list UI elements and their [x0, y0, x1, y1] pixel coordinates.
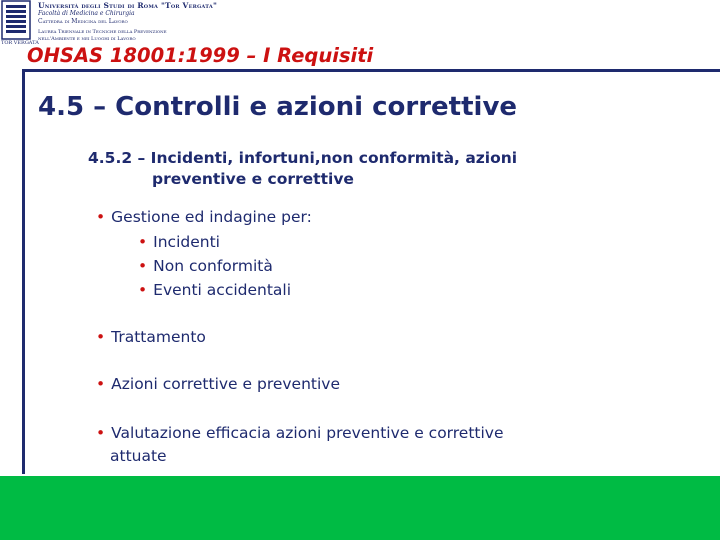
bullet-item: • Valutazione efficacia azioni preventive e correttive	[96, 424, 504, 442]
footer-band	[0, 476, 720, 540]
slide-subtitle: 4.5.2 – Incidenti, infortuni,non conformità, azioni preventive e correttive	[88, 149, 518, 188]
bullet-marker: •	[96, 424, 106, 442]
slide-title: 4.5 – Controlli e azioni correttive	[38, 92, 518, 122]
bullet-marker: •	[138, 257, 148, 275]
faculty-name: Facoltà di Medicina e Chirurgia	[38, 10, 135, 17]
sub-bullet-item: • Non conformità	[138, 257, 273, 275]
chair-name: Cattedra di Medicina del Lavoro	[38, 18, 128, 25]
header-title: OHSAS 18001:1999 – I Requisiti	[27, 44, 374, 67]
sub-bullet-item: • Eventi accidentali	[138, 281, 292, 299]
degree-name: Laurea Triennale in Tecniche della Prevenzione nell'Ambiente e nei Luoghi di Lavoro	[38, 29, 167, 42]
bullet-marker: •	[96, 375, 106, 393]
bullet-item: • Azioni correttive e preventive	[96, 375, 341, 393]
bullet-marker: •	[138, 233, 148, 251]
bullet-item: • Trattamento	[96, 328, 206, 346]
bullet-marker: •	[96, 208, 106, 226]
bullet-continuation: attuate	[110, 447, 167, 465]
logo-caption: TOR VERGATA	[1, 40, 39, 46]
header-rule	[22, 69, 720, 72]
bullet-marker: •	[138, 281, 148, 299]
bullet-item: • Gestione ed indagine per:	[96, 208, 312, 226]
university-name: Università degli Studi di Roma "Tor Vergata"	[38, 1, 218, 10]
sub-bullet-item: • Incidenti	[138, 233, 220, 251]
university-header	[38, 2, 217, 43]
left-rule	[22, 69, 25, 474]
bullet-marker: •	[96, 328, 106, 346]
